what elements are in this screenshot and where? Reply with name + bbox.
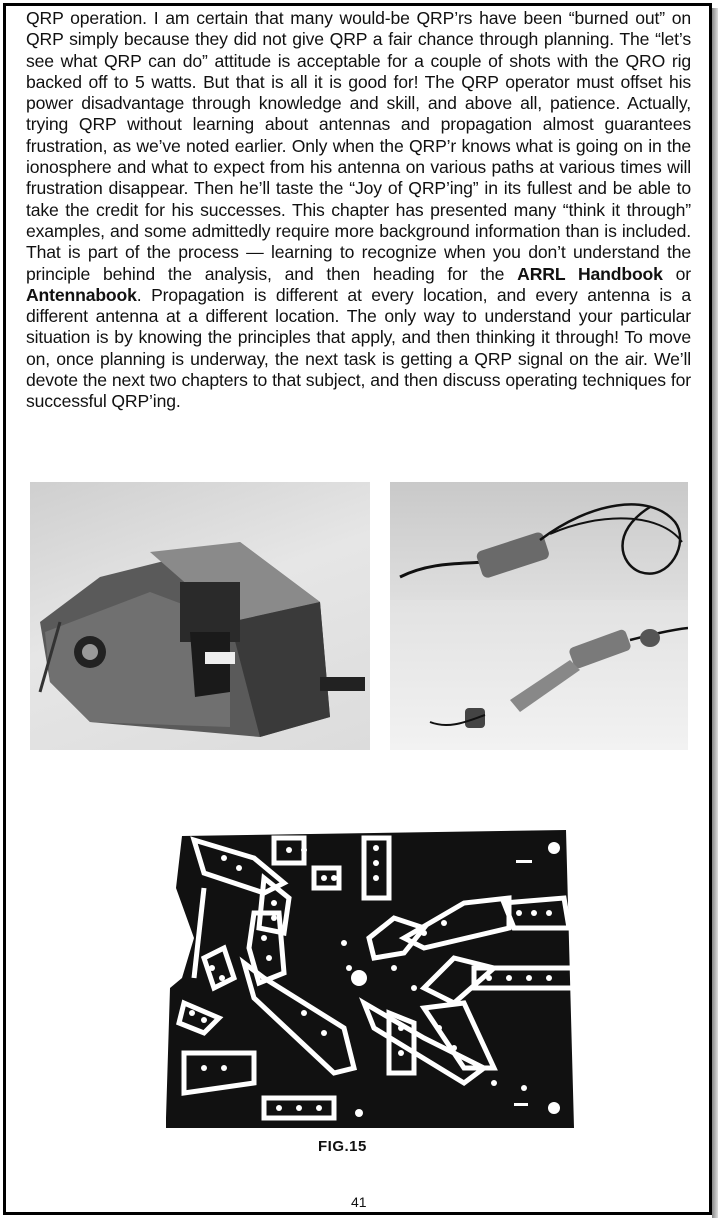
page-number: 41 (351, 1194, 367, 1210)
cable-illustration (390, 482, 688, 600)
body-text-part-2: or (662, 263, 692, 284)
pcb-layout-diagram (164, 828, 576, 1130)
page-edge-shadow (712, 8, 718, 1218)
body-text-part-3: . Propagation is different at every location, and every antenna is a different antenna at a different location. The only way to understand your particular situation is by knowing the principles that apply, and then thinking it through! To move on, once planning is underway, the next task is getting a QRP signal on the air. We’ll devote the next two chapters to that subject, and then discuss operating techniques for successful QRP’ing. (26, 284, 691, 412)
chassis-illustration (30, 482, 370, 750)
body-text-bold-antennabook: Antennabook (26, 284, 137, 305)
photo-chassis (30, 482, 370, 750)
photo-probe-board (390, 600, 688, 750)
body-text-part-1: QRP operation. I am certain that many would-be QRP’rs have been “burned out” on QRP simply because they did not give QRP a fair chance through planning. The “let’s see what QRP can do” attitude is acceptable for a couple of shots with the QRO rig backed off to 5 watts. But that is all it is good for! The QRP operator must offset his power disadvantage through knowledge and skill, and above all, patience. Actually, trying QRP without learning about antennas and propagation almost guarantees frustration, as we’ve noted earlier. Only when the QRP’r knows what is going on in the ionosphere and what to expect from his antenna on various paths at various times will frustration disappear. Then he’ll taste the “Joy of QRP’ing” in its fullest and be able to take the credit for his successes. This chapter has presented many “think it through” examples, and some admittedly require more background information than is included. That is part of the process — learning to recognize when you don’t understand the principle behind the analysis, and then heading for the (26, 8, 691, 284)
figure-caption: FIG.15 (318, 1138, 367, 1155)
probe-illustration (390, 600, 688, 750)
body-text-bold-handbook: ARRL Handbook (517, 263, 663, 284)
body-paragraph (26, 8, 691, 413)
photo-cable-assembly (390, 482, 688, 600)
